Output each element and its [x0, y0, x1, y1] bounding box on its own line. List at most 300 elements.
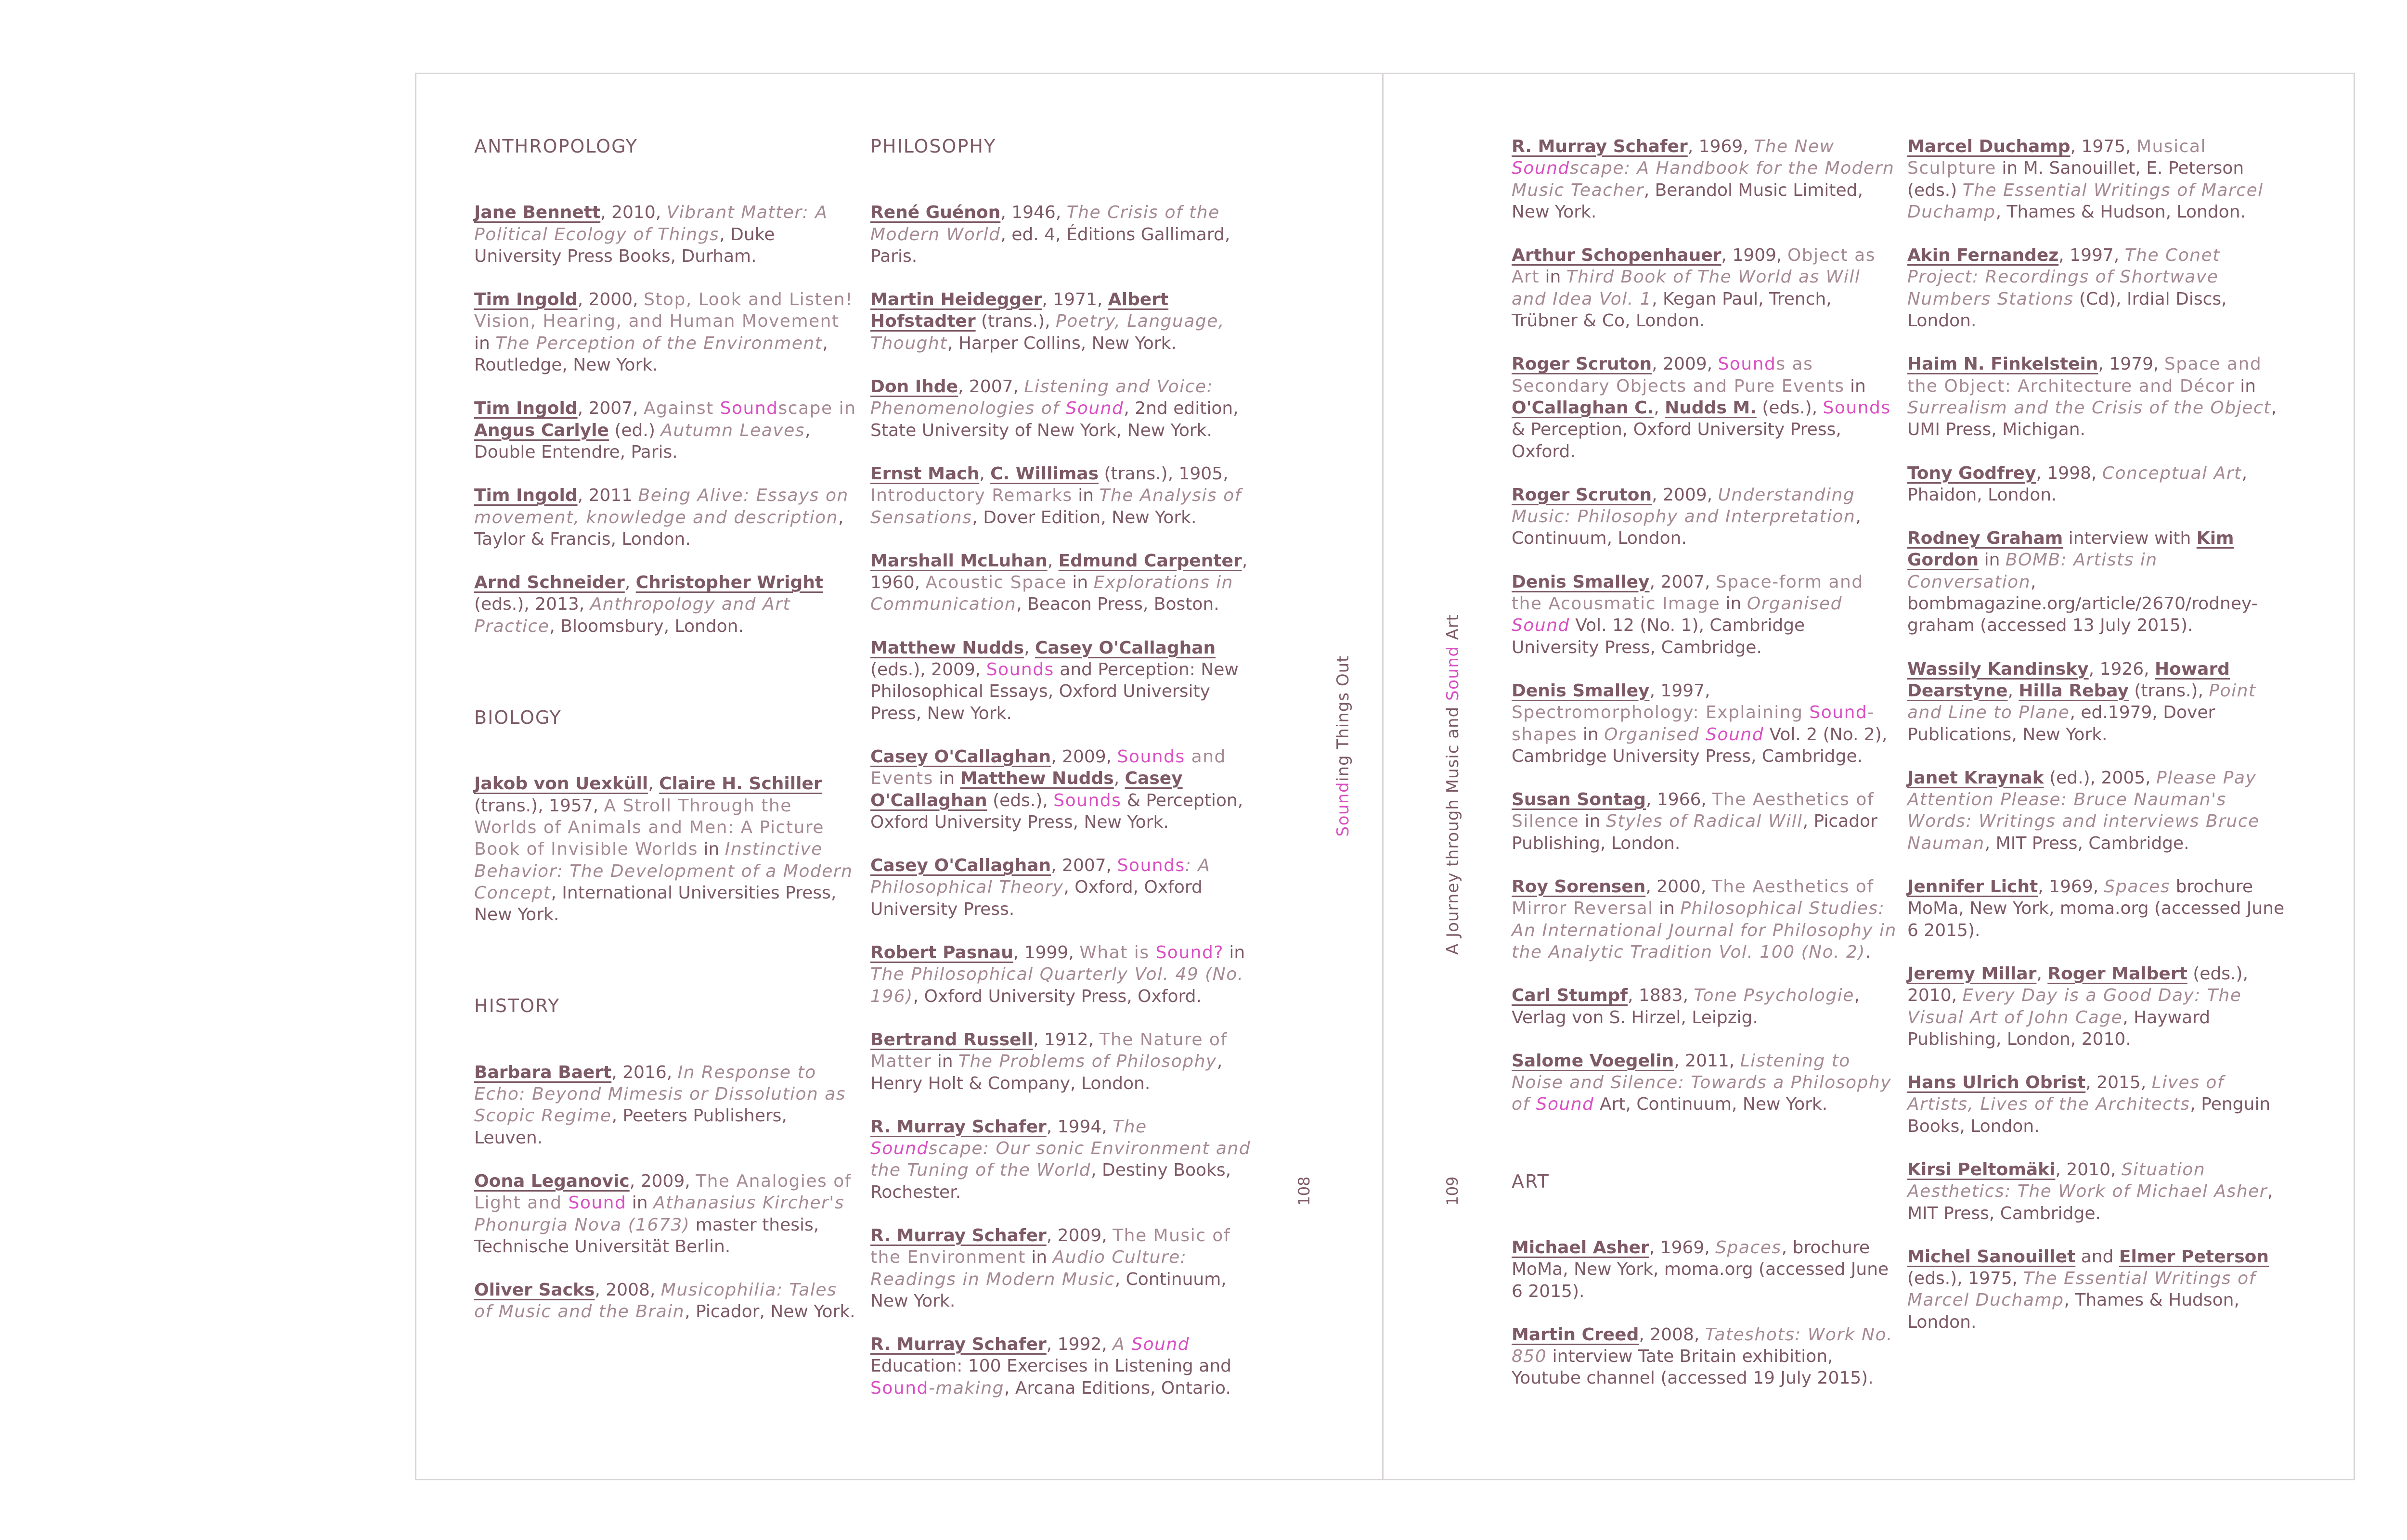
citation-text: Vol. 2 (No. 2)	[1764, 724, 1882, 744]
citation-text: in	[932, 1052, 959, 1072]
citation-text: master thesis, Technische Universität Berlin.	[474, 1215, 819, 1257]
bib-entry	[1512, 136, 1897, 223]
citation-text: (trans.),	[2128, 680, 2209, 701]
work-title: The Conet Project: Recordings of Shortwave Numbers Stations	[1907, 245, 2220, 309]
bib-entry	[1907, 767, 2292, 854]
citation-text: (eds.), 1975,	[1907, 1269, 2023, 1289]
citation-text: (eds.),	[987, 790, 1054, 810]
bib-entry	[870, 289, 1255, 354]
citation-text: , Thames & Hudson, London.	[1907, 1290, 2239, 1332]
citation-text: & Perception	[1512, 420, 1622, 440]
bib-entry	[474, 572, 859, 637]
work-title: The Analysis of Sensations	[870, 486, 1242, 527]
citation-text: Sounds	[1117, 856, 1185, 876]
work-title: scape: A Handbook for the Modern Music Teacher	[1512, 158, 1895, 200]
work-title: Spaces	[2104, 877, 2171, 897]
bib-entry	[1512, 484, 1897, 550]
work-title: Spaces	[1715, 1237, 1782, 1258]
author-name[interactable]: Jeremy Millar	[1907, 963, 2037, 984]
author-name[interactable]: Michel Sanouillet	[1907, 1246, 2076, 1267]
bib-entry	[870, 550, 1255, 616]
citation-text: , Hayward Publishing, London, 2010.	[1907, 1007, 2211, 1049]
work-title: The Essential Writings of Marcel Duchamp	[1907, 1269, 2256, 1310]
bib-entry	[870, 202, 1255, 267]
bib-entry	[1907, 1246, 2292, 1333]
author-name[interactable]: Roger Scruton	[1512, 354, 1652, 374]
heading-history: HISTORY	[474, 995, 560, 1017]
citation-text: , Double Entendre, Paris.	[474, 420, 811, 462]
bib-entry	[474, 289, 859, 376]
author-name[interactable]: Christopher Wright	[635, 573, 824, 593]
author-name[interactable]: Albert Hofstadter	[870, 290, 1169, 332]
citation-text: (ed.), 2005,	[2044, 768, 2157, 788]
citation-text: , 2009,	[1046, 1225, 1113, 1245]
work-title: Sound	[870, 1139, 929, 1159]
citation-text: , 2000,	[577, 290, 644, 310]
biology-entries	[474, 773, 859, 925]
bib-entry	[870, 1116, 1255, 1203]
work-title: In Response to Echo: Beyond Mimesis or Dissolution as Scopic Regime	[474, 1062, 846, 1126]
author-name[interactable]: Bertrand Russell	[870, 1029, 1034, 1050]
citation-text: Space-form and the Acousmatic Image	[1512, 572, 1863, 614]
author-name[interactable]: Janet Kraynak	[1907, 768, 2044, 788]
work-title: Sound	[1065, 398, 1124, 419]
bib-entry	[870, 1334, 1255, 1399]
citation-text: in	[1066, 573, 1094, 593]
history-entries	[474, 1062, 859, 1323]
author-name[interactable]: Tim Ingold	[474, 290, 578, 310]
citation-text: , International Universities Press, New York.	[474, 883, 837, 925]
author-name[interactable]: Tony Godfrey	[1907, 463, 2036, 483]
author-name[interactable]: Martin Heidegger	[870, 290, 1042, 310]
citation-text: Sound	[568, 1193, 627, 1213]
citation-text: (Cd), Irdial Discs, London.	[1907, 289, 2227, 331]
bib-entry	[1907, 1159, 2292, 1224]
citation-text: in	[1979, 550, 2006, 570]
citation-text: (trans.), 1957,	[474, 796, 604, 816]
citation-text: in	[1577, 724, 1605, 744]
citation-text: in	[1844, 376, 1866, 396]
citation-text: (eds.), 2013,	[474, 594, 590, 615]
author-name[interactable]: Matthew Nudds	[870, 638, 1024, 658]
citation-text: , 2nd edition, State University of New York, New York.	[870, 398, 1239, 440]
author-name[interactable]: Jane Bennett	[474, 203, 601, 223]
citation-text: , Oxford University Press, Oxford.	[1512, 420, 1841, 462]
work-title: Instinctive Behavior: The Development of a Modern Concept	[474, 839, 853, 903]
citation-text: Space and the Object: Architecture and Décor	[1907, 354, 2262, 396]
anthropology-entries	[474, 202, 859, 637]
citation-text: in	[1540, 267, 1566, 287]
author-name[interactable]: Don Ihde	[870, 377, 958, 397]
author-name[interactable]: Haim N. Finkelstein	[1907, 354, 2098, 374]
author-name[interactable]: Angus Carlyle	[474, 420, 609, 440]
author-name[interactable]: C. Willimas	[990, 463, 1099, 484]
citation-text: , Continuum, New York.	[1625, 1094, 1828, 1115]
bib-entry	[870, 942, 1255, 1007]
bib-entry	[870, 855, 1255, 920]
work-title: : A Philosophical Theory	[870, 856, 1211, 898]
author-name[interactable]: Roy Sorensen	[1512, 877, 1646, 897]
citation-text: ,	[624, 573, 636, 593]
author-name[interactable]: O'Callaghan C.	[1512, 398, 1654, 418]
author-name[interactable]: Marcel Duchamp	[1907, 137, 2071, 156]
work-title: Anthropology and Art Practice	[474, 594, 791, 636]
left-col-2	[870, 136, 1255, 1421]
bib-entry	[1512, 680, 1897, 767]
citation-text: in	[1653, 898, 1681, 919]
bib-entry	[1907, 876, 2292, 941]
work-title: The	[1113, 1116, 1147, 1137]
work-title: A	[1113, 1335, 1132, 1355]
citation-text: in	[698, 839, 725, 860]
citation-text: A Stroll Through the Worlds of Animals and Men: A Picture Book of Invisible Worlds	[474, 796, 824, 860]
citation-text: , Beacon Press, Boston.	[1016, 594, 1219, 615]
author-name[interactable]: Kirsi Peltomäki	[1907, 1159, 2056, 1180]
work-title: Musicophilia: Tales of Music and the Brain	[474, 1280, 837, 1322]
author-name[interactable]: Roger Scruton	[1512, 485, 1652, 505]
citation-text: Object as Art	[1512, 245, 1876, 287]
citation-text: brochure MoMa, New York, moma.org (accessed June 6 2015).	[1907, 877, 2285, 940]
bib-entry	[870, 637, 1255, 724]
citation-text: , Picador, New York.	[685, 1302, 855, 1322]
citation-text: , Kegan Paul, Trench, Trübner & Co, London.	[1512, 289, 1832, 331]
running-title-right: A Journey through Music and Sound Art	[1443, 614, 1462, 955]
work-title: Being Alive: Essays on movement, knowledge and description	[474, 486, 849, 527]
citation-text: in	[2234, 376, 2256, 396]
work-title: Third Book of The World as Will and Idea Vol. 1	[1512, 267, 1861, 309]
author-name[interactable]: Akin Fernandez	[1907, 245, 2059, 266]
right-col-2	[1907, 136, 2292, 1355]
citation-text: , brochure MoMa, New York, moma.org (accessed June 6 2015).	[1512, 1237, 1889, 1301]
bib-entry	[1512, 353, 1897, 462]
citation-text: Sound?	[1155, 943, 1224, 963]
author-name[interactable]: Oona Leganovic	[474, 1171, 630, 1191]
author-name[interactable]: Nudds M.	[1665, 398, 1757, 418]
bib-entry	[1907, 963, 2292, 1050]
citation-text: , 2009,	[629, 1171, 696, 1191]
work-title: Audio Culture: Readings in Modern Music	[870, 1247, 1187, 1289]
work-title: Listening and Voice: Phenomenologies of	[870, 377, 1214, 419]
bib-entry	[1907, 527, 2292, 636]
citation-text: Sounds	[1823, 398, 1891, 418]
citation-text: Introductory Remarks	[870, 486, 1073, 506]
author-name[interactable]: Jennifer Licht	[1907, 877, 2038, 897]
bib-entry	[1907, 353, 2292, 440]
citation-text: , Destiny Books, Rochester.	[870, 1160, 1231, 1202]
work-title: Vibrant Matter: A Political Ecology of Things	[474, 203, 828, 244]
author-name[interactable]: Martin Creed	[1512, 1324, 1639, 1345]
work-title: Autumn Leaves	[660, 420, 805, 440]
author-name[interactable]: Susan Sontag	[1512, 790, 1646, 810]
bib-entry	[1512, 789, 1897, 854]
author-name[interactable]: Oliver Sacks	[474, 1280, 595, 1300]
citation-text: interview with	[2063, 528, 2197, 549]
bib-entry	[474, 1062, 859, 1149]
author-name[interactable]: Wassily Kandinsky	[1907, 659, 2089, 679]
citation-text: .	[1865, 942, 1871, 962]
author-name[interactable]: Tim Ingold	[474, 486, 578, 506]
citation-text: Acoustic Space	[925, 573, 1067, 593]
author-name[interactable]: Hilla Rebay	[2019, 680, 2129, 701]
work-title: Explorations in Communication	[870, 573, 1233, 615]
citation-text: in	[1579, 811, 1606, 832]
work-title: The Philosophical Quarterly Vol. 49 (No. 196)	[870, 964, 1244, 1006]
bib-entry	[474, 485, 859, 550]
citation-text: Sound	[870, 1378, 929, 1398]
author-name[interactable]: Jakob von Uexküll	[474, 774, 648, 794]
heading-philosophy: PHILOSOPHY	[870, 136, 996, 157]
work-title: The Crisis of the Modern World	[870, 203, 1220, 244]
work-title: Every Day is a Good Day: The Visual Art of John Cage	[1907, 986, 2242, 1027]
heading-art: ART	[1512, 1170, 1550, 1192]
bib-entry	[870, 1029, 1255, 1094]
right-col1-entries	[1512, 136, 1897, 1116]
citation-text: , Taylor & Francis, London.	[474, 507, 844, 549]
heading-anthropology: ANTHROPOLOGY	[474, 136, 638, 157]
citation-text: , Continuum, New York.	[870, 1269, 1227, 1311]
bib-entry	[1512, 571, 1897, 658]
citation-text: scape in	[778, 398, 856, 419]
citation-text: & Perception	[1121, 790, 1238, 810]
citation-text: in	[1025, 1247, 1053, 1268]
citation-text: (eds.), 2010,	[1907, 963, 2248, 1006]
citation-text: in	[474, 333, 496, 353]
citation-text: , Bloomsbury, London.	[549, 616, 744, 636]
citation-text: The Aesthetics of Silence	[1512, 790, 1875, 832]
citation-text: , 2000,	[1645, 877, 1712, 897]
citation-text: , Harper Collins, New York.	[947, 333, 1177, 353]
author-name[interactable]: R. Murray Schafer	[870, 1335, 1047, 1355]
work-title: The Essential Writings of Marcel Duchamp	[1907, 180, 2264, 222]
citation-text: in	[1223, 943, 1245, 963]
citation-text: ,	[979, 463, 991, 484]
citation-text: , 1992,	[1046, 1335, 1113, 1355]
citation-text: , 1909,	[1721, 245, 1787, 266]
citation-text: , 1969,	[1687, 137, 1754, 156]
citation-text: Art	[1594, 1094, 1626, 1115]
work-title: Tateshots: Work No. 850	[1512, 1324, 1893, 1367]
citation-text: (ed.)	[608, 420, 661, 440]
citation-text: , 2007,	[1051, 856, 1117, 876]
page-number-left: 108	[1295, 1176, 1313, 1206]
bib-entry	[1907, 244, 2292, 332]
citation-text: , 2008,	[595, 1280, 661, 1300]
author-name[interactable]: Marshall McLuhan	[870, 551, 1048, 571]
bib-entry	[1907, 1072, 2292, 1137]
citation-text: , Oxford, Oxford University Press.	[870, 877, 1203, 919]
bib-entry	[474, 398, 859, 463]
bib-entry	[1512, 1237, 1897, 1302]
work-title: Styles of Radical Will	[1605, 811, 1803, 832]
author-name[interactable]: Edmund Carpenter	[1058, 551, 1242, 571]
author-name[interactable]: Salome Voegelin	[1512, 1051, 1674, 1071]
author-name[interactable]: Hans Ulrich Obrist	[1907, 1073, 2086, 1093]
author-name[interactable]: Casey O'Callaghan	[870, 746, 1051, 767]
work-title: The Perception of the Environment	[495, 333, 823, 353]
citation-text: , Penguin Books, London.	[1907, 1094, 2271, 1136]
work-title: Sound	[1512, 158, 1570, 179]
author-name[interactable]: Howard Dearstyne	[1907, 659, 2230, 701]
author-name[interactable]: Arthur Schopenhauer	[1512, 245, 1721, 266]
citation-text: , 1971,	[1042, 290, 1108, 310]
author-name[interactable]: R. Murray Schafer	[1512, 137, 1688, 156]
citation-text: , 1979,	[2098, 354, 2164, 374]
citation-text: The Analogies of Light and	[474, 1171, 852, 1213]
author-name[interactable]: Robert Pasnau	[870, 943, 1013, 963]
citation-text: , 1969,	[2038, 877, 2104, 897]
citation-text: Sounds	[986, 660, 1054, 680]
citation-text: ,	[1113, 769, 1125, 789]
author-name[interactable]: Casey O'Callaghan	[870, 769, 1183, 810]
work-title: Organised	[1604, 724, 1706, 744]
bib-entry	[474, 1170, 859, 1258]
citation-text: , 1960,	[870, 551, 1248, 593]
citation-text: ,	[1024, 638, 1035, 658]
bib-entry	[1512, 1324, 1897, 1389]
citation-text: , Continuum, London.	[1512, 507, 1861, 549]
citation-text: , 2007,	[1649, 572, 1716, 592]
citation-text: , Phaidon, London.	[1907, 463, 2248, 505]
citation-text: Sound	[1809, 703, 1868, 723]
citation-text: (trans.),	[975, 311, 1056, 332]
citation-text: Against	[643, 398, 720, 419]
author-name[interactable]: Rodney Graham	[1907, 528, 2063, 549]
citation-text: ,	[2007, 680, 2019, 701]
work-title: Athanasius Kircher's Phonurgia Nova (1673)	[474, 1193, 844, 1235]
bib-entry	[870, 463, 1255, 528]
author-name[interactable]: Arnd Schneider	[474, 573, 625, 593]
work-title: Understanding Music: Philosophy and Interpretation	[1512, 485, 1856, 527]
work-title: Point and Line to Plane	[1907, 680, 2256, 723]
work-title: Please Pay Attention Please: Bruce Nauman's Words: Writings and interviews Bruce Nauman	[1907, 768, 2260, 853]
citation-text: ,	[2036, 963, 2048, 984]
citation-text: , 2016,	[611, 1062, 678, 1082]
citation-text: , Routledge, New York.	[474, 333, 828, 375]
bib-entry	[870, 746, 1255, 833]
author-name[interactable]: Denis Smalley	[1512, 572, 1650, 592]
author-name[interactable]: Roger Malbert	[2047, 963, 2187, 984]
bib-entry	[474, 773, 859, 925]
work-title: Lives of Artists, Lives of the Architects	[1907, 1073, 2225, 1115]
author-name[interactable]: Carl Stumpf	[1512, 986, 1628, 1006]
citation-text: , 2011	[577, 486, 638, 506]
citation-text: , 1999,	[1013, 943, 1080, 963]
work-title: Sound	[1512, 616, 1570, 636]
citation-text: , ed. 4, Éditions Gallimard, Paris.	[870, 224, 1230, 266]
author-name[interactable]: Casey O'Callaghan	[1035, 638, 1216, 658]
citation-text: Sounds	[1053, 790, 1122, 810]
citation-text: s as Secondary Objects and Pure Events	[1512, 354, 1845, 396]
page-number-right: 109	[1443, 1176, 1462, 1206]
citation-text: , Thames & Hudson, London.	[1995, 202, 2246, 222]
work-title: The New	[1754, 137, 1835, 156]
citation-text: , 1883,	[1628, 986, 1694, 1006]
work-title: scape: Our sonic Environment and the Tuning of the World	[870, 1139, 1251, 1181]
citation-text: Musical Sculpture	[1907, 137, 2206, 179]
citation-text: , Cambridge University Press, Cambridge.	[1512, 724, 1888, 766]
gutter-line	[1382, 74, 1384, 1479]
citation-text: , 1975,	[2070, 137, 2136, 156]
citation-text: , Oxford University Press, Oxford.	[913, 986, 1202, 1006]
author-name[interactable]: R. Murray Schafer	[870, 1116, 1047, 1137]
work-title: Surrealism and the Crisis of the Object	[1907, 398, 2271, 418]
citation-text: in	[626, 1193, 654, 1213]
author-name[interactable]: Kim Gordon	[1907, 528, 2234, 570]
author-name[interactable]: Denis Smalley	[1512, 680, 1650, 701]
author-name[interactable]: Tim Ingold	[474, 398, 578, 419]
citation-text: Sounds	[1117, 746, 1185, 767]
citation-text: in	[1072, 486, 1100, 506]
citation-text: , 1926,	[2088, 659, 2155, 679]
citation-text: , 1997,	[2058, 245, 2125, 266]
work-title: Sound	[1536, 1094, 1594, 1115]
author-name[interactable]: Matthew Nudds	[960, 769, 1114, 789]
citation-text: , Oxford University Press, New York.	[870, 790, 1243, 832]
citation-text: ,	[1047, 551, 1059, 571]
citation-text: (eds.),	[1756, 398, 1823, 418]
citation-text: and	[2075, 1246, 2119, 1267]
citation-text: , ed.1979, Dover Publications, New York.	[1907, 703, 2215, 744]
philosophy-entries	[870, 202, 1255, 1399]
citation-text: , Berandol Music Limited, New York.	[1512, 180, 1863, 222]
citation-text: , 2010,	[600, 203, 667, 223]
citation-text: , 2015,	[2085, 1073, 2152, 1093]
author-name[interactable]: Elmer Peterson	[2119, 1246, 2269, 1267]
author-name[interactable]: R. Murray Schafer	[870, 1225, 1047, 1245]
right-col2-entries	[1907, 136, 2292, 1333]
citation-text: , Dover Edition, New York.	[972, 507, 1197, 527]
bib-entry	[1907, 136, 2292, 223]
work-title: Sound	[1706, 724, 1764, 744]
citation-text: Vol. 12 (No. 1)	[1569, 616, 1699, 636]
work-title: Organised	[1747, 594, 1842, 614]
author-name[interactable]: Claire H. Schiller	[659, 774, 822, 794]
citation-text: Stop, Look and Listen! Vision, Hearing, and Human Movement	[474, 290, 853, 332]
author-name[interactable]: Barbara Baert	[474, 1062, 612, 1082]
citation-text: , Arcana Editions, Ontario.	[1004, 1378, 1231, 1398]
citation-text: , 1969,	[1649, 1237, 1716, 1258]
citation-text: ,	[1654, 398, 1665, 418]
citation-text: -shapes	[1512, 703, 1875, 744]
author-name[interactable]: Casey O'Callaghan	[870, 856, 1051, 876]
author-name[interactable]: Michael Asher	[1512, 1237, 1649, 1258]
work-title: Philosophical Studies: An International Journal for Philosophy in the Analytic Tradition Vol. 100 (No. 2)	[1512, 898, 1897, 962]
citation-text: , 2009,	[1051, 746, 1117, 767]
citation-text: in	[1720, 594, 1747, 614]
bib-entry	[474, 1279, 859, 1323]
citation-text: , 2009,	[1652, 485, 1718, 505]
author-name[interactable]: Ernst Mach	[870, 463, 980, 484]
work-title: Sound	[1131, 1335, 1190, 1355]
work-title: Situation Aesthetics: The Work of Michael Asher	[1907, 1159, 2268, 1202]
citation-text: , Henry Holt & Company, London.	[870, 1052, 1223, 1093]
citation-text: , 1966,	[1646, 790, 1712, 810]
citation-text: (eds.), 2009,	[870, 660, 986, 680]
author-name[interactable]: René Guénon	[870, 203, 1001, 223]
work-title: Poetry, Language, Thought	[870, 311, 1225, 353]
citation-text: What is	[1079, 943, 1156, 963]
citation-text: , 1997,	[1649, 680, 1710, 701]
citation-text: , MIT Press, Cambridge.	[1984, 833, 2189, 853]
citation-text: , Duke University Press Books, Durham.	[474, 224, 775, 266]
citation-text: in	[933, 769, 960, 789]
citation-text: , MIT Press, Cambridge.	[1907, 1181, 2273, 1223]
left-col-1	[474, 136, 859, 1345]
citation-text: , 1912,	[1033, 1029, 1100, 1050]
work-title: The Problems of Philosophy	[958, 1052, 1217, 1072]
citation-text: in M. Sanouillet, E. Peterson (eds.)	[1907, 158, 2244, 200]
citation-text: The Music of the Environment	[870, 1225, 1231, 1268]
